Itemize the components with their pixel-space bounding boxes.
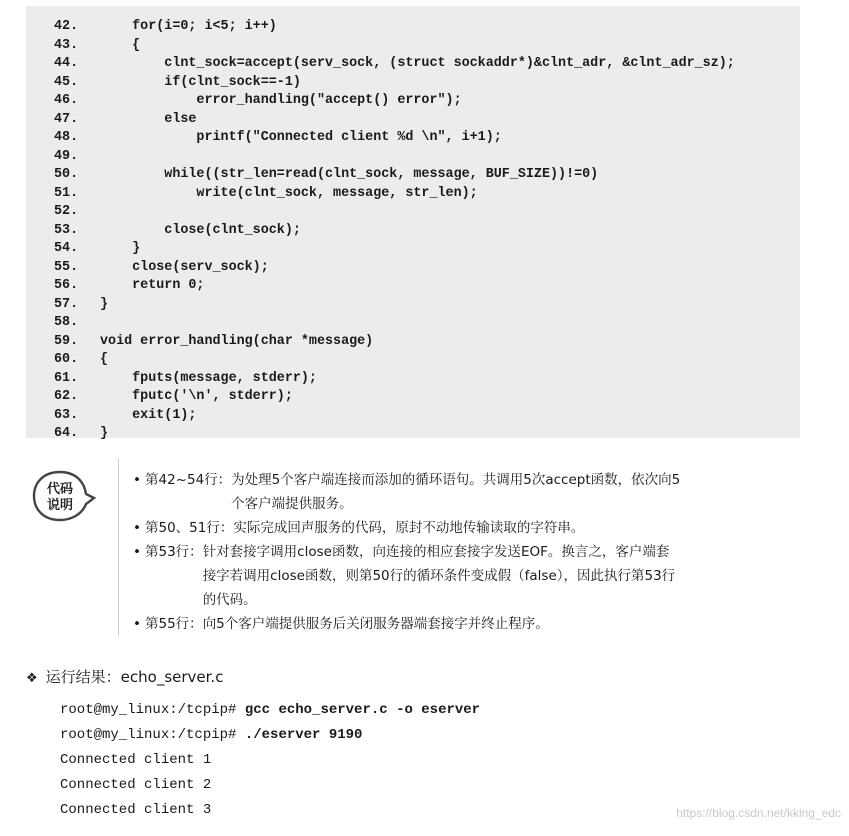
code-text: else: [100, 111, 197, 127]
explanation-item: [133, 516, 833, 540]
line-number: 57.: [54, 296, 79, 312]
code-line: [54, 55, 800, 74]
line-number: 44.: [54, 56, 79, 71]
badge-line-1: 代码: [46, 482, 73, 497]
terminal-output: [60, 698, 480, 823]
code-text: return 0;: [100, 278, 205, 293]
line-number: 61.: [54, 370, 79, 386]
code-line: [54, 129, 800, 148]
terminal-prompt: Connected client 3: [60, 802, 212, 818]
code-text: close(clnt_sock);: [100, 222, 301, 238]
code-line: [54, 388, 800, 407]
terminal-prompt: Connected client 2: [60, 777, 212, 793]
code-line: [54, 74, 800, 93]
code-line: [54, 111, 800, 130]
code-line: [54, 407, 800, 426]
code-explanation-badge: [30, 468, 96, 528]
line-number: 64.: [54, 426, 79, 441]
code-text: clnt_sock=accept(serv_sock, (struct sockaddr*)&clnt_adr, &clnt_adr_sz);: [100, 56, 735, 71]
line-number: 42.: [54, 19, 79, 34]
code-line: [54, 222, 800, 241]
code-text: error_handling("accept() error");: [100, 93, 462, 108]
code-line: [54, 240, 800, 259]
explanation-text: [231, 468, 680, 516]
code-text: {: [100, 352, 109, 367]
result-title: 运行结果：echo_server.c: [45, 668, 224, 686]
terminal-prompt: root@my_linux:/tcpip#: [60, 702, 245, 718]
line-number: 60.: [54, 352, 79, 367]
code-line: [54, 425, 800, 444]
code-text: write(clnt_sock, message, str_len);: [100, 185, 478, 201]
result-heading: [26, 666, 223, 690]
code-line: [54, 185, 800, 204]
explanation-line: 个客户端提供服务。: [231, 496, 353, 512]
code-text: fputs(message, stderr);: [100, 370, 317, 386]
code-line: [54, 203, 800, 222]
line-number: 58.: [54, 315, 79, 330]
terminal-prompt: root@my_linux:/tcpip#: [60, 727, 245, 743]
bullet-icon: •: [133, 616, 141, 632]
code-line: [54, 148, 800, 167]
line-number: 59.: [54, 333, 79, 349]
bullet-icon: •: [133, 544, 141, 560]
explanation-line: 实际完成回声服务的代码，原封不动地传输读取的字符串。: [233, 520, 585, 536]
terminal-command: gcc echo_server.c -o eserver: [244, 702, 481, 718]
bullet-icon: •: [133, 520, 141, 536]
explanation-item: [133, 612, 833, 636]
explanation-line-range: 第42~54行：: [145, 472, 232, 488]
code-line: [54, 277, 800, 296]
code-text: while((str_len=read(clnt_sock, message, BUF_SIZE))!=0): [100, 167, 599, 182]
explanation-item: [133, 468, 833, 516]
explanation-text: [203, 612, 549, 636]
explanation-item: [133, 540, 833, 612]
line-number: 62.: [54, 389, 79, 404]
code-listing: [26, 6, 800, 441]
line-number: 51.: [54, 185, 79, 201]
line-number: 55.: [54, 259, 79, 275]
watermark: https://blog.csdn.net/kking_edc: [676, 806, 841, 820]
line-number: 63.: [54, 407, 79, 423]
code-line: [54, 166, 800, 185]
code-line: [54, 18, 800, 37]
code-text: fputc('\n', stderr);: [100, 389, 293, 404]
explanation-text: [233, 516, 584, 540]
line-number: 45.: [54, 74, 79, 90]
line-number: 52.: [54, 204, 79, 219]
code-text: if(clnt_sock==-1): [100, 74, 301, 90]
terminal-line: [60, 773, 480, 798]
explanation-line-range: 第55行：: [145, 616, 203, 632]
code-text: }: [100, 426, 109, 441]
line-number: 46.: [54, 93, 79, 108]
explanation-line: 针对套接字调用close函数，向连接的相应套接字发送EOF。换言之，客户端套: [202, 544, 670, 560]
explanation-line: 的代码。: [202, 592, 257, 608]
line-number: 49.: [54, 148, 79, 164]
explanation-line-range: 第50、51行：: [145, 520, 234, 536]
line-number: 53.: [54, 222, 79, 238]
terminal-line: [60, 698, 480, 723]
terminal-line: [60, 748, 480, 773]
code-text: }: [100, 241, 141, 256]
explanation-line: 为处理5个客户端连接而添加的循环语句。共调用5次accept函数，依次向5: [231, 472, 681, 488]
terminal-line: [60, 723, 480, 748]
line-number: 43.: [54, 37, 79, 53]
code-line: [54, 370, 800, 389]
explanation-line: 接字若调用close函数，则第50行的循环条件变成假（false），因此执行第53行: [202, 568, 676, 584]
line-number: 47.: [54, 111, 79, 127]
line-number: 50.: [54, 167, 79, 182]
code-line: [54, 37, 800, 56]
code-line: [54, 314, 800, 333]
code-text: {: [100, 37, 141, 53]
line-number: 48.: [54, 130, 79, 145]
code-text: printf("Connected client %d \n", i+1);: [100, 130, 502, 145]
code-line: [54, 296, 800, 315]
line-number: 54.: [54, 241, 79, 256]
terminal-command: ./eserver 9190: [244, 727, 363, 743]
explanation-line-range: 第53行：: [145, 544, 203, 560]
terminal-prompt: Connected client 1: [60, 752, 212, 768]
terminal-line: [60, 798, 480, 823]
code-line: [54, 333, 800, 352]
code-lines: [54, 18, 800, 444]
code-text: }: [100, 296, 109, 312]
badge-line-2: 说明: [46, 498, 73, 513]
code-line: [54, 259, 800, 278]
bullet-icon: •: [133, 472, 141, 488]
code-text: void error_handling(char *message): [100, 333, 374, 349]
explanation-text: [203, 540, 676, 612]
code-line: [54, 351, 800, 370]
diamond-bullet-icon: ❖: [26, 671, 38, 686]
explanation-line: 向5个客户端提供服务后关闭服务器端套接字并终止程序。: [202, 616, 549, 632]
code-line: [54, 92, 800, 111]
code-text: exit(1);: [100, 407, 197, 423]
code-explanation: [26, 458, 826, 648]
code-text: for(i=0; i<5; i++): [100, 19, 277, 34]
badge-label: [38, 482, 82, 514]
code-text: close(serv_sock);: [100, 259, 269, 275]
line-number: 56.: [54, 278, 79, 293]
explanation-list: [118, 458, 833, 636]
